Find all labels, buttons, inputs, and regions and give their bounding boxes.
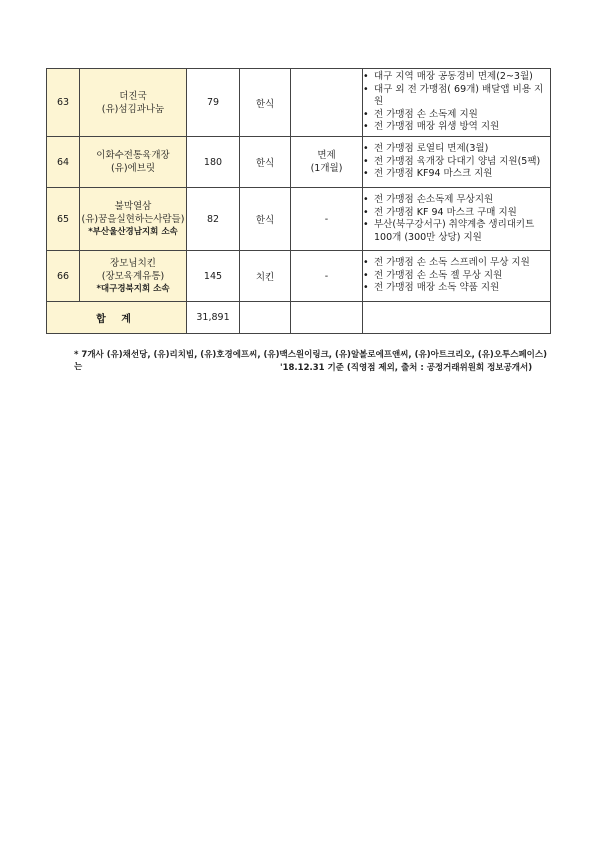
support-details — [363, 69, 551, 137]
brand-name-cell — [80, 69, 187, 137]
brand-name-cell — [80, 251, 187, 302]
business-type: 치킨 — [240, 251, 291, 302]
table-row — [47, 137, 551, 188]
support-item: • 전 가맹점 손 소독 스프레이 무상 지원 — [363, 257, 550, 270]
row-number: 64 — [47, 137, 80, 188]
branch-note: *대구경북지회 소속 — [96, 283, 170, 294]
brand-name-cell — [80, 137, 187, 188]
support-item: • 대구 지역 매장 공동경비 면제(2~3월) — [363, 71, 550, 84]
fee-cell — [291, 137, 363, 188]
row-number: 63 — [47, 69, 80, 137]
table-row — [47, 69, 551, 137]
store-count: 82 — [187, 188, 240, 251]
support-details — [363, 188, 551, 251]
support-item: • 전 가맹점 KF 94 마스크 구매 지원 — [363, 207, 550, 220]
brand-name: 더진국 — [119, 90, 147, 102]
support-item: • 전 가맹점 매장 위생 방역 지원 — [363, 121, 550, 134]
table-row — [47, 188, 551, 251]
total-label: 합 계 — [47, 302, 187, 334]
fee-period: (1개월) — [310, 163, 343, 174]
fee-value: - — [324, 270, 329, 282]
fee-cell — [291, 188, 363, 251]
business-type: 한식 — [240, 188, 291, 251]
table-row — [47, 251, 551, 302]
company-name: (유)에브릿 — [110, 163, 156, 174]
footnote-line-2: '18.12.31 기준 (직영점 제외, 출처 : 공정거래위원회 정보공개서) — [280, 363, 533, 373]
support-item: • 전 가맹점 KF94 마스크 지원 — [363, 168, 550, 181]
total-row — [47, 302, 551, 334]
support-item: • 전 가맹점 손 소독제 지원 — [363, 109, 550, 122]
brand-name: 불막열삼 — [114, 200, 152, 212]
store-count: 145 — [187, 251, 240, 302]
row-number: 65 — [47, 188, 80, 251]
fee-value: 면제 — [317, 150, 336, 161]
store-count: 180 — [187, 137, 240, 188]
support-item: • 전 가맹점 매장 소독 약품 지원 — [363, 282, 550, 295]
support-item: • 전 가맹점 손소독제 무상지원 — [363, 194, 550, 207]
total-empty-cell — [291, 302, 363, 334]
support-item: • 전 가맹점 육개장 다대기 양념 지원(5팩) — [363, 156, 550, 169]
support-item: • 대구 외 전 가맹점( 69개) 배달앱 비용 지원 — [363, 84, 550, 109]
fee-cell — [291, 251, 363, 302]
row-number: 66 — [47, 251, 80, 302]
branch-note: *부산울산경남지회 소속 — [88, 226, 178, 237]
business-type: 한식 — [240, 137, 291, 188]
franchise-support-table — [46, 68, 551, 334]
fee-value: - — [324, 213, 329, 225]
brand-name-cell — [80, 188, 187, 251]
company-name: (장모육계유통) — [101, 270, 165, 282]
total-store-count: 31,891 — [187, 302, 240, 334]
company-name: (유)꿈을실현하는사람들) — [81, 213, 185, 225]
company-name: (유)섬김과나눔 — [101, 103, 165, 115]
support-details — [363, 137, 551, 188]
store-count: 79 — [187, 69, 240, 137]
total-empty-cell — [363, 302, 551, 334]
support-item: • 부산(북구강서구) 취약계층 생리대키트 100개 (300만 상당) 지원 — [363, 219, 550, 244]
fee-cell — [291, 69, 363, 137]
total-empty-cell — [240, 302, 291, 334]
brand-name: 장모님치킨 — [110, 257, 156, 269]
support-details — [363, 251, 551, 302]
support-item: • 전 가맹점 로열티 면제(3월) — [363, 143, 550, 156]
business-type: 한식 — [240, 69, 291, 137]
footnote-line-1: * 7개사 (유)채선당, (유)리치빔, (유)호경에프씨, (유)맥스원이링크, (유)알볼로에프앤씨, (유)아트크리오, (유)오투스페이스)는 — [74, 350, 547, 372]
support-item: • 전 가맹점 손 소독 젤 무상 지원 — [363, 270, 550, 283]
brand-name: 이화수전통육개장 — [96, 150, 170, 161]
